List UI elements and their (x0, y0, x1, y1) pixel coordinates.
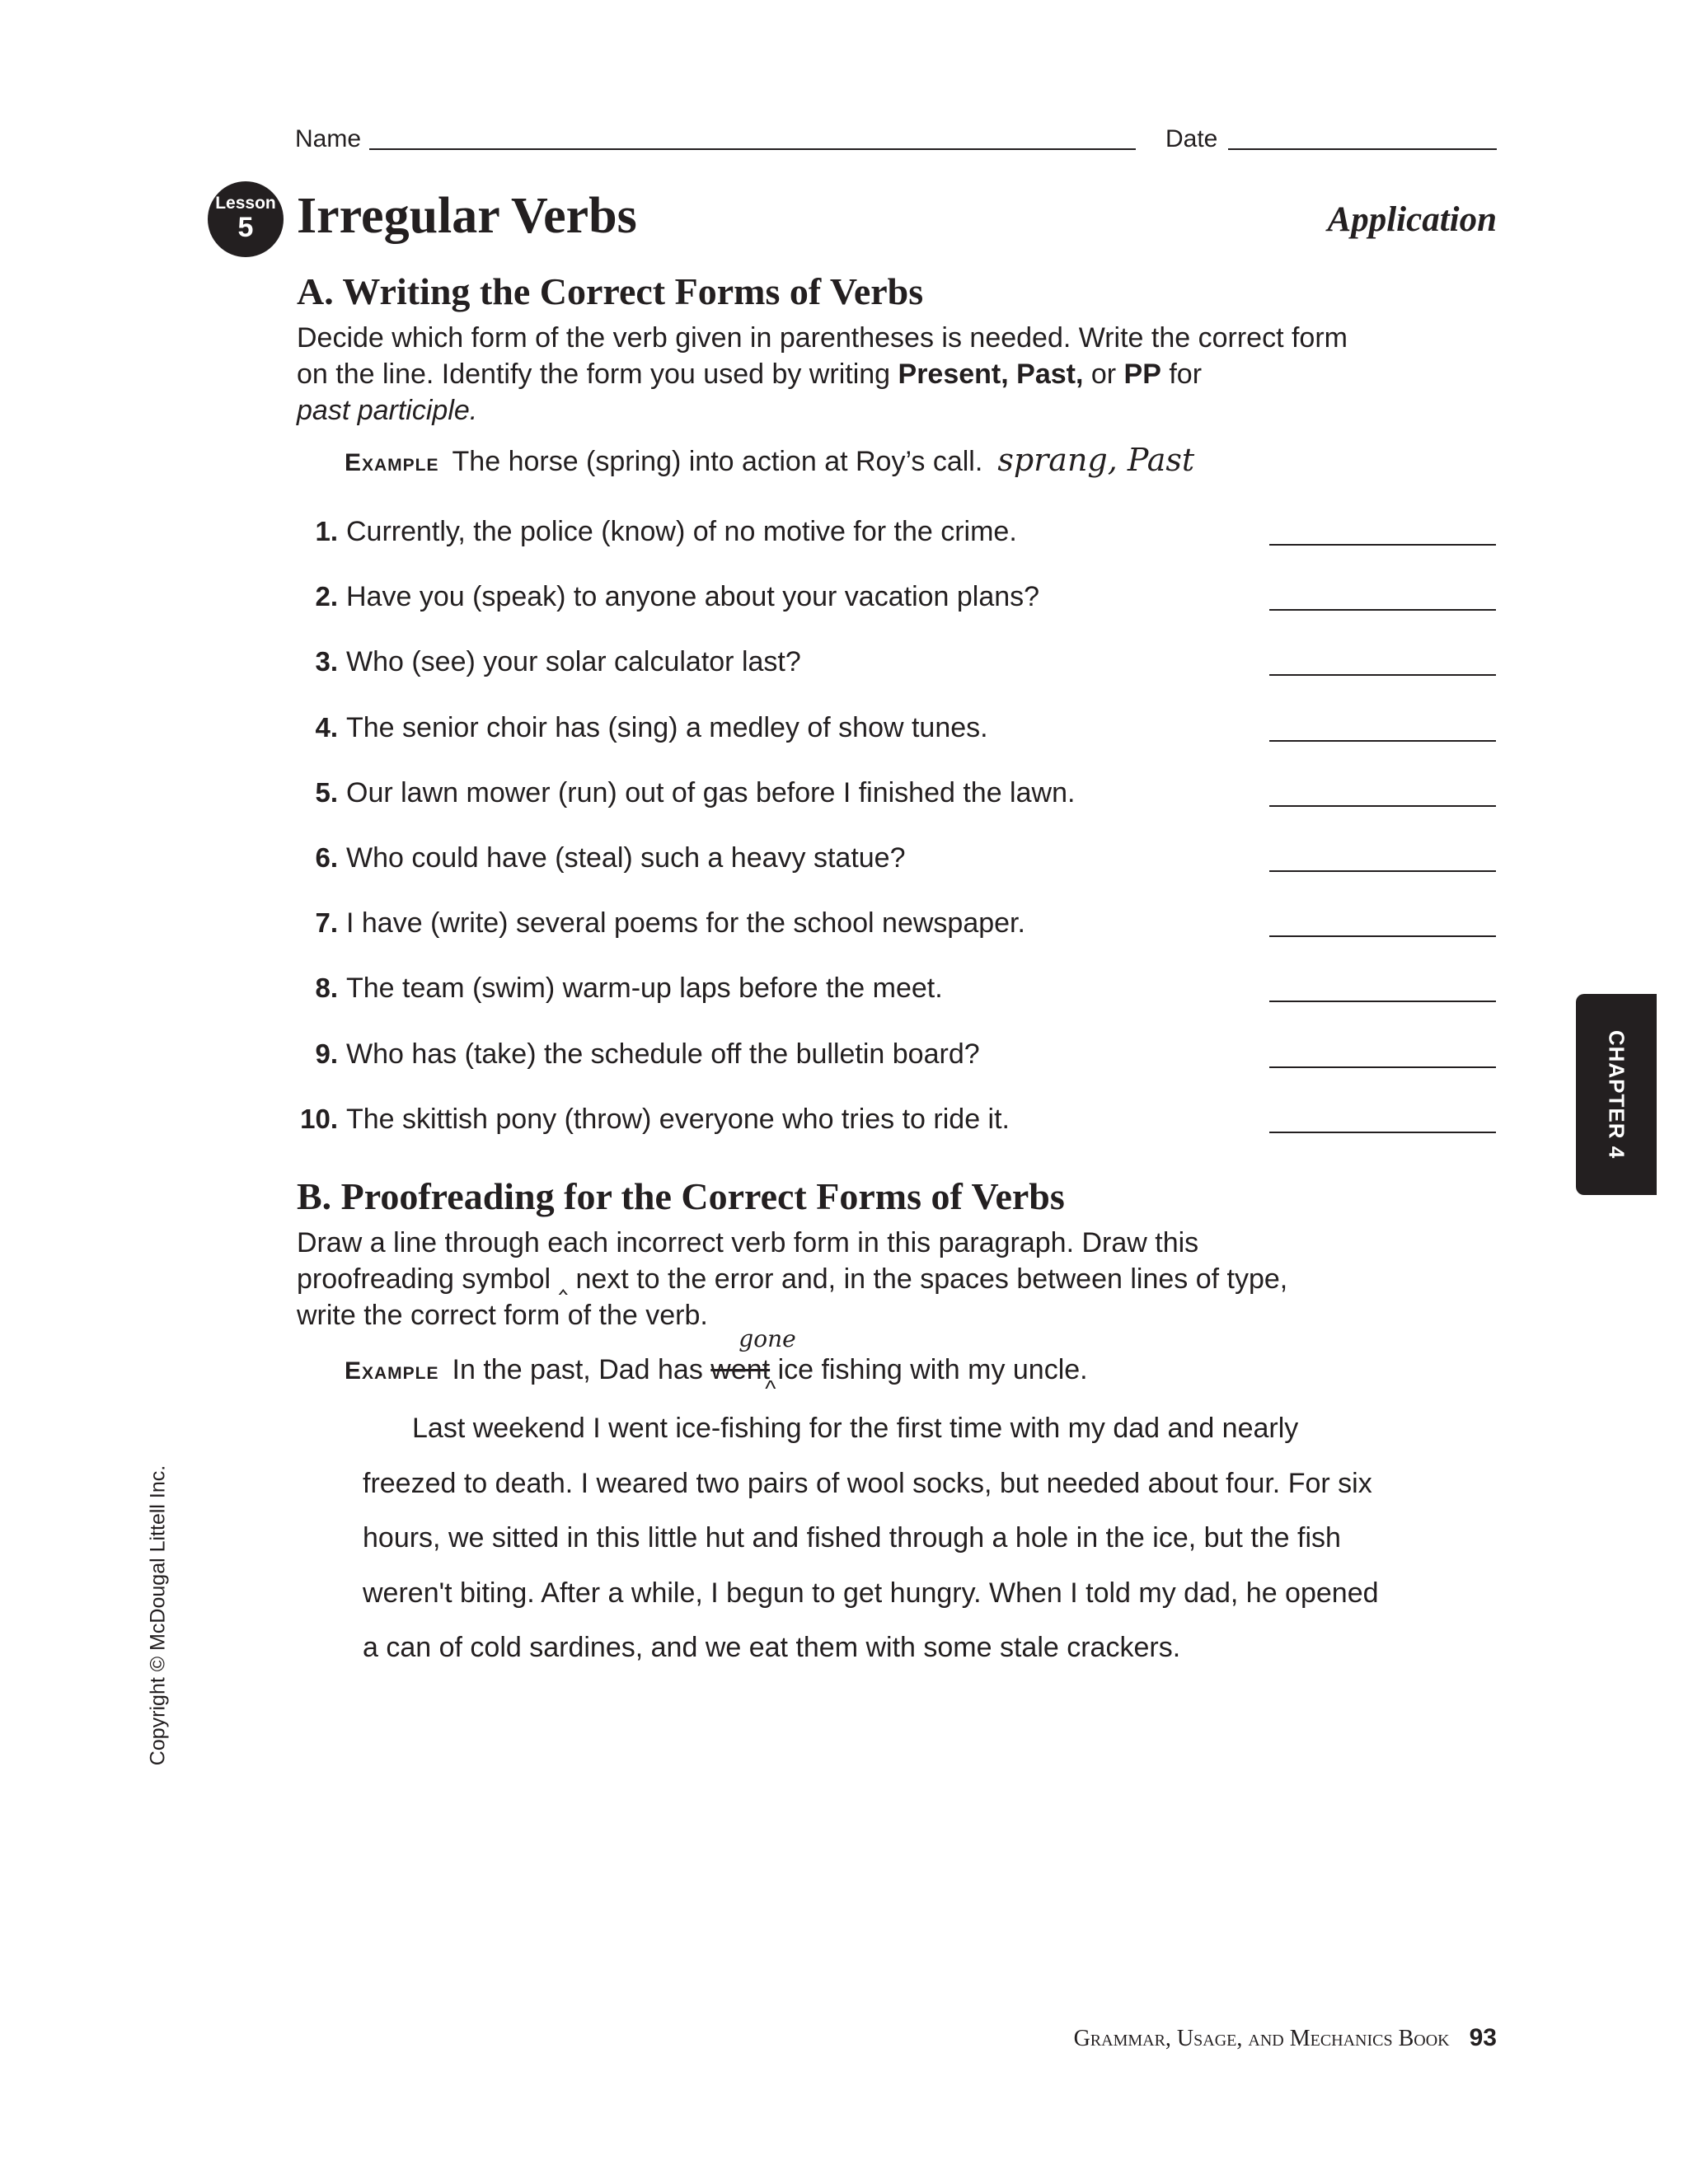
item-number: 2. (315, 581, 338, 612)
example-before: In the past, Dad has (452, 1354, 711, 1385)
page-footer (1074, 2024, 1497, 2052)
example-sentence: The horse (spring) into action at Roy’s call. (452, 446, 983, 477)
date-label: Date (1165, 125, 1218, 152)
for-text: for (1160, 359, 1203, 390)
name-line[interactable] (369, 148, 1136, 150)
answer-line[interactable] (1269, 1132, 1496, 1133)
item-number: 1. (315, 516, 338, 546)
answer-line[interactable] (1269, 609, 1496, 611)
item-sentence: Who (see) your solar calculator last? (346, 646, 801, 678)
section-b-example (345, 1325, 1088, 1401)
correction-text: gone (738, 1325, 796, 1352)
copyright-notice: Copyright © McDougal Littell Inc. (146, 1465, 170, 1766)
paragraph-text: Last weekend I went ice-fishing for the first time with my dad and nearly freezed to death. I weared two pairs of wool socks, but needed about four. For six hours, we sitted in this little hut and fished through a hole in the ice, but the fish weren't biting. After a while, I begun to get hungry. When I told my dad, he opened a can of cold sardines, and we eat them with some stale crackers. (363, 1413, 1379, 1663)
page-title: Irregular Verbs (297, 188, 637, 244)
item-sentence: Who could have (steal) such a heavy statue? (346, 842, 906, 874)
example-answer: sprang, Past (997, 442, 1195, 478)
answer-line[interactable] (1269, 1066, 1496, 1068)
or-text: or (1083, 359, 1124, 390)
item-number: 3. (315, 646, 338, 677)
answer-line[interactable] (1269, 740, 1496, 742)
struck-verb: went (710, 1354, 771, 1385)
section-a-instructions (297, 320, 1368, 429)
item-sentence: The skittish pony (throw) everyone who tries to ride it. (346, 1103, 1010, 1135)
instructions-post: next to the error and, in the spaces between lines of type, write the correct form of the verb. (297, 1263, 1288, 1331)
item-number: 7. (315, 907, 338, 939)
item-sentence: I have (write) several poems for the school newspaper. (346, 907, 1025, 940)
item-number: 5. (315, 776, 338, 808)
lesson-badge (208, 181, 284, 257)
section-b-instructions (297, 1225, 1343, 1333)
example-after: ice fishing with my uncle. (770, 1354, 1088, 1385)
lesson-number: 5 (237, 212, 254, 243)
item-sentence: Who has (take) the schedule off the bulletin board? (346, 1038, 980, 1070)
item-sentence: Have you (speak) to anyone about your vacation plans? (346, 581, 1040, 613)
answer-line[interactable] (1269, 674, 1496, 676)
instructions-pre: Draw a line through each incorrect verb form in this paragraph. Draw this proofreading symbol (297, 1227, 1199, 1295)
item-sentence: The senior choir has (sing) a medley of show tunes. (346, 711, 988, 743)
item-sentence: Currently, the police (know) of no motive for the crime. (346, 516, 1017, 547)
page-number: 93 (1469, 2024, 1497, 2051)
lesson-word: Lesson (215, 194, 276, 213)
item-sentence: Our lawn mower (run) out of gas before I finished the lawn. (346, 776, 1076, 808)
book-title: Grammar, Usage, and Mechanics Book (1073, 2026, 1450, 2051)
pp-meaning: past participle. (297, 395, 478, 426)
answer-line[interactable] (1269, 805, 1496, 807)
past-term: Past, (1016, 359, 1084, 390)
caret-icon: ^ (765, 1376, 776, 1401)
category-label: Application (1327, 200, 1497, 239)
item-number: 6. (315, 842, 338, 873)
chapter-tab (1576, 994, 1657, 1195)
item-sentence: The team (swim) warm-up laps before the meet. (346, 972, 943, 1005)
item-number: 8. (315, 972, 338, 1004)
present-term: Present, (898, 359, 1009, 390)
date-line[interactable] (1228, 148, 1497, 150)
answer-line[interactable] (1269, 544, 1496, 546)
chapter-label: CHAPTER 4 (1604, 1029, 1629, 1160)
section-b-heading: B. Proofreading for the Correct Forms of Verbs (297, 1175, 1065, 1217)
example-error (710, 1325, 796, 1401)
proofreading-symbol-icon: ‸ (558, 1263, 569, 1295)
item-number: 4. (315, 711, 338, 743)
pp-term: PP (1123, 359, 1161, 390)
section-a-heading: A. Writing the Correct Forms of Verbs (297, 270, 924, 312)
example-label: Example (345, 449, 439, 476)
item-number: 9. (315, 1038, 338, 1069)
name-label: Name (295, 125, 362, 152)
item-number: 10. (300, 1103, 338, 1134)
section-a-example (345, 442, 1194, 481)
answer-line[interactable] (1269, 1001, 1496, 1002)
proofreading-paragraph[interactable] (363, 1401, 1385, 1675)
example-label: Example (345, 1357, 439, 1385)
answer-line[interactable] (1269, 935, 1496, 937)
answer-line[interactable] (1269, 870, 1496, 872)
instructions-text: Decide which form of the verb given in parentheses is needed. Write the correct form on the line. Identify the form you used by writing (297, 322, 1348, 390)
